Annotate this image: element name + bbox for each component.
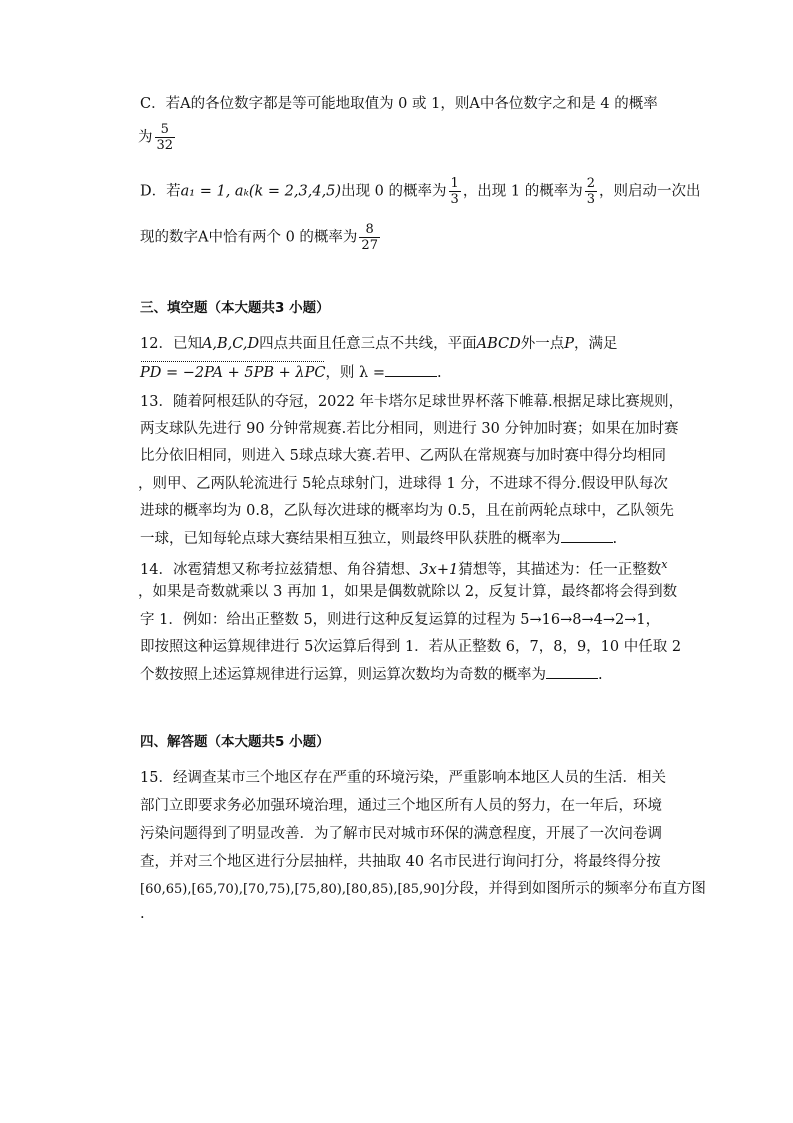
q15-line6: . <box>140 906 145 922</box>
q15-line2: 部门立即要求务必加强环境治理，通过三个地区所有人员的努力，在一年后，环境 <box>140 798 662 814</box>
q12-tail: ，则 λ = <box>325 365 385 381</box>
fraction-numerator: 2 <box>586 176 596 191</box>
option-d-sub2: ₖ(k = 2,3,4,5) <box>243 183 342 200</box>
q14-text-a: 14．冰雹猜想又称考拉兹猜想、角谷猜想、 <box>140 561 420 578</box>
q12-vector-equation: PD = −2PA + 5PB + λPC <box>140 365 326 381</box>
option-d-line2 <box>140 222 382 253</box>
option-c-line1: C．若A的各位数字都是等可能地取值为 0 或 1，则A中各位数字之和是 4 的概率 <box>140 96 658 112</box>
q13-end: . <box>612 531 618 547</box>
q12-end: . <box>437 365 442 381</box>
q13-line4: ，则甲、乙两队轮流进行 5轮点球射门，进球得 1 分，不进球不得分.假设甲队每次 <box>138 476 668 492</box>
option-d-line1 <box>140 176 701 207</box>
fraction-denominator: 32 <box>156 138 174 153</box>
q14-text-b: 猜想等，其描述为：任一正整数 <box>458 561 662 578</box>
fraction-numerator: 5 <box>155 122 176 138</box>
fraction-numerator: 8 <box>359 222 380 238</box>
q13-line2: 两支球队先进行 90 分钟常规赛.若比分相同，则进行 30 分钟加时赛；如果在加时赛 <box>140 421 679 437</box>
q15-intervals: [60,65),[65,70),[70,75),[75,80),[80,85),[85,90] <box>140 882 445 897</box>
answer-blank <box>561 528 613 543</box>
q14-line4: 即按照这种运算规律进行 5次运算后得到 1．若从正整数 6，7，8，9，10 中任取 2 <box>140 639 682 655</box>
section-3-heading: 三、填空题（本大题共3 小题） <box>140 300 330 316</box>
option-d-var: a <box>180 183 190 200</box>
q12-text-a: 12．已知 <box>140 336 202 352</box>
q14-text: 个数按照上述运算规律进行运算，则运算次数均为奇数的概率为 <box>140 667 546 683</box>
fraction-2-3 <box>585 176 597 207</box>
q15-text: 分段，并得到如图所示的频率分布直方图 <box>444 881 706 897</box>
q12-points: A,B,C,D <box>201 336 260 352</box>
q12-line2 <box>140 362 442 383</box>
option-d-text3: ，则启动一次出 <box>599 183 701 200</box>
q14-end: . <box>598 667 603 683</box>
fraction-denominator: 3 <box>450 192 459 207</box>
section-4-heading: 四、解答题（本大题共5 小题） <box>140 734 330 750</box>
q15-line5 <box>140 879 706 900</box>
fraction-8-27 <box>359 222 380 253</box>
q14-line5 <box>140 664 603 685</box>
fraction-1-3 <box>449 176 461 207</box>
q14-formula: 3x+1 <box>419 561 459 578</box>
option-c-prefix: 为 <box>138 129 153 146</box>
q13-text: 一球，已知每轮点球大赛结果相互独立，则最终甲队获胜的概率为 <box>140 531 561 547</box>
q15-line1: 15．经调查某市三个地区存在严重的环境污染，严重影响本地区人员的生活．相关 <box>140 770 666 786</box>
q12-line1 <box>140 334 618 354</box>
q13-line1: 13．随着阿根廷队的夺冠，2022 年卡塔尔足球世界杯落下帷幕.根据足球比赛规则， <box>140 394 684 410</box>
option-d-text1: 出现 0 的概率为 <box>341 183 447 200</box>
fraction-denominator: 27 <box>361 238 378 253</box>
fraction-5-32 <box>155 122 176 153</box>
option-c-line2 <box>138 122 177 153</box>
q13-line3: 比分依旧相同，则进入 5球点球大赛.若甲、乙两队在常规赛与加时赛中得分均相同 <box>140 448 666 464</box>
fraction-numerator: 1 <box>450 176 459 191</box>
fraction-denominator: 3 <box>586 192 596 207</box>
q12-plane: ABCD <box>476 336 521 352</box>
q12-point-p: P <box>564 336 575 352</box>
q14-line1 <box>140 555 667 580</box>
q15-line4: 查，并对三个地区进行分层抽样，共抽取 40 名市民进行询问打分，将最终得分按 <box>140 854 661 870</box>
option-d-text4: 现的数字A中恰有两个 0 的概率为 <box>140 229 358 246</box>
option-d-label: D．若 <box>140 183 181 200</box>
q12-text-d: ，满足 <box>574 336 618 352</box>
option-d-sub1: ₁ = 1, a <box>189 183 244 200</box>
q14-line2: ，如果是奇数就乘以 3 再加 1，如果是偶数就除以 2，反复计算，最终都将会得到数 <box>138 584 678 600</box>
q12-text-b: 四点共面且任意三点不共线，平面 <box>259 336 477 352</box>
q13-line6 <box>140 528 617 549</box>
option-d-text2: ，出现 1 的概率为 <box>462 183 583 200</box>
q14-var-x: x <box>661 558 668 571</box>
q12-text-c: 外一点 <box>520 336 565 352</box>
q15-line3: 污染问题得到了明显改善．为了解市民对城市环保的满意程度，开展了一次问卷调 <box>140 826 662 842</box>
answer-blank <box>546 664 598 679</box>
q13-line5: 进球的概率均为 0.8，乙队每次进球的概率均为 0.5，且在前两轮点球中，乙队领先 <box>140 503 674 519</box>
q14-line3: 字 1．例如：给出正整数 5，则进行这种反复运算的过程为 5→16→8→4→2→1， <box>140 612 661 628</box>
answer-blank <box>385 362 437 377</box>
